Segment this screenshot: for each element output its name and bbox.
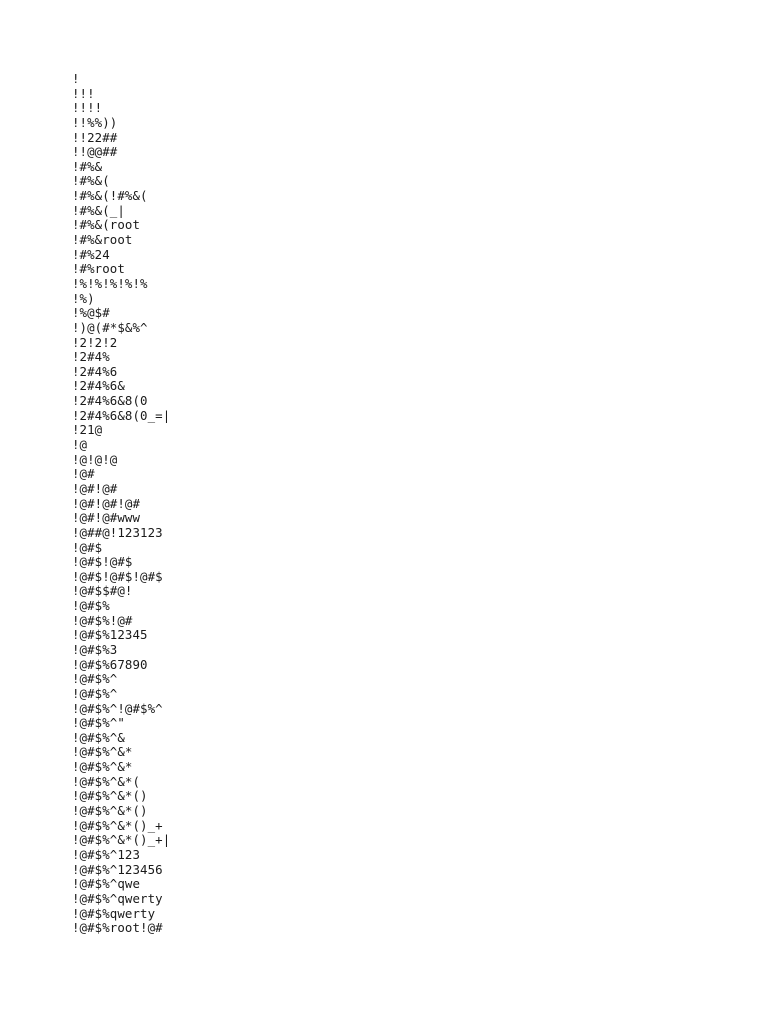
text-line: !%)	[72, 290, 95, 306]
text-line: !2#4%6	[72, 363, 118, 379]
text-line: !@#$$#@!	[72, 583, 133, 599]
text-line: !@#$%^qwe	[72, 876, 141, 892]
text-line: !@#$%^	[72, 671, 118, 687]
text-line: !@#$%^&*()_+	[72, 817, 163, 833]
text-line: !@#$%^&*()	[72, 803, 148, 819]
text-line: !#%24	[72, 246, 110, 262]
text-line: !@#!@#	[72, 480, 118, 496]
text-line: !#%root	[72, 261, 125, 277]
text-line: !@#!@#www	[72, 510, 141, 526]
text-line: !@#	[72, 466, 95, 482]
text-line: !!%%))	[72, 114, 118, 130]
text-line: !)@(#*$&%^	[72, 319, 148, 335]
text-document	[72, 72, 692, 936]
text-line: !#%&(root	[72, 217, 141, 233]
text-line: !2#4%	[72, 349, 110, 365]
text-line: !%!%!%!%!%	[72, 275, 148, 291]
text-line: !@#$%3	[72, 641, 118, 657]
text-line: !@#$	[72, 539, 103, 555]
text-line: !@#$%12345	[72, 627, 148, 643]
text-line: !@#$%^&*(	[72, 773, 141, 789]
text-line: !#%&root	[72, 232, 133, 248]
text-line: !@#$%^	[72, 685, 118, 701]
text-line: !@#$%^&*	[72, 744, 133, 760]
text-line: !@!@!@	[72, 451, 118, 467]
text-line: !	[72, 71, 80, 86]
text-line: !2!2!2	[72, 334, 118, 350]
text-line: !@#$%^&*	[72, 759, 133, 775]
text-line: !@#$!@#$!@#$	[72, 568, 163, 584]
text-line: !#%&(_|	[72, 202, 125, 218]
text-line: !@#$%^123	[72, 846, 141, 862]
text-line: !@#$%qwerty	[72, 905, 156, 921]
text-line: !!22##	[72, 129, 118, 145]
text-line: !2#4%6&8(0_=|	[72, 407, 171, 423]
text-line: !@#$%^&	[72, 729, 125, 745]
text-line: !#%&(	[72, 173, 110, 189]
text-line: !@#$%	[72, 598, 110, 614]
text-line: !#%&	[72, 158, 103, 174]
text-line: !@#$%^&*()_+|	[72, 832, 171, 848]
text-line: !!@@##	[72, 144, 118, 160]
text-line: !%@$#	[72, 305, 110, 321]
text-line: !@#$%67890	[72, 656, 148, 672]
text-line: !@#$!@#$	[72, 554, 133, 570]
text-line: !#%&(!#%&(	[72, 188, 148, 204]
text-line: !2#4%6&	[72, 378, 125, 394]
text-line: !@#$%^qwerty	[72, 890, 163, 906]
text-line: !@	[72, 437, 88, 453]
text-line: !2#4%6&8(0	[72, 393, 148, 409]
text-line: !@#$%root!@#	[72, 920, 163, 936]
text-line: !@##@!123123	[72, 524, 163, 540]
text-line: !@#!@#!@#	[72, 495, 141, 511]
text-line: !@#$%^&*()	[72, 788, 148, 804]
text-line: !21@	[72, 422, 103, 438]
text-line: !@#$%!@#	[72, 612, 133, 628]
text-line: !@#$%^"	[72, 715, 125, 731]
text-line: !!!	[72, 85, 95, 101]
text-line: !!!!	[72, 100, 103, 116]
text-line: !@#$%^123456	[72, 861, 163, 877]
text-line: !@#$%^!@#$%^	[72, 700, 163, 716]
